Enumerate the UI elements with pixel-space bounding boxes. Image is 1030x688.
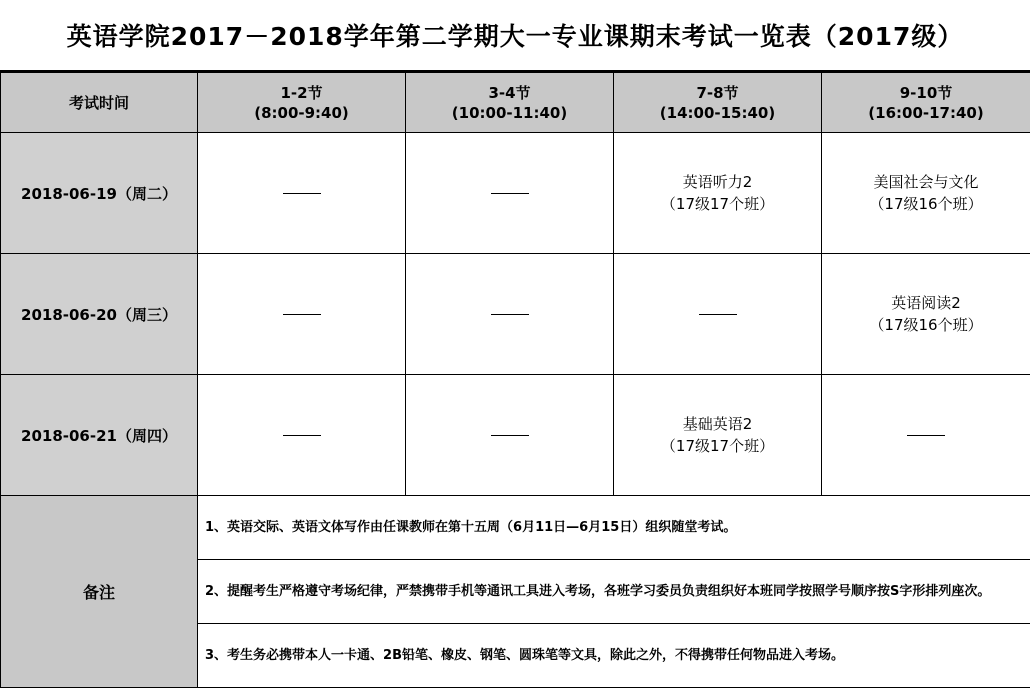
empty-cell — [198, 375, 406, 496]
empty-cell — [198, 133, 406, 254]
slot-header-3 — [614, 73, 822, 133]
dash-mark — [491, 435, 529, 436]
slot-label: 7-8节 — [614, 83, 821, 103]
slot-label: 3-4节 — [406, 83, 613, 103]
notes-row — [1, 496, 1030, 560]
dash-mark — [283, 193, 321, 194]
class-count: （17级16个班） — [822, 193, 1030, 215]
exam-cell — [822, 254, 1030, 375]
empty-cell — [406, 254, 614, 375]
slot-time: (8:00-9:40) — [198, 103, 405, 123]
empty-cell — [822, 375, 1030, 496]
slot-time: (10:00-11:40) — [406, 103, 613, 123]
course-name: 美国社会与文化 — [822, 171, 1030, 193]
slot-header-2 — [406, 73, 614, 133]
empty-cell — [614, 254, 822, 375]
dash-mark — [491, 193, 529, 194]
empty-cell — [198, 254, 406, 375]
dash-mark — [491, 314, 529, 315]
notes-label: 备注 — [1, 496, 198, 688]
course-name: 英语听力2 — [614, 171, 821, 193]
exam-cell — [614, 133, 822, 254]
note-item: 1、英语交际、英语文体写作由任课教师在第十五周（6月11日—6月15日）组织随堂考试。 — [198, 496, 1030, 560]
table-row — [1, 254, 1030, 375]
slot-label: 1-2节 — [198, 83, 405, 103]
table-row — [1, 133, 1030, 254]
date-cell: 2018-06-21（周四） — [1, 375, 198, 496]
empty-cell — [406, 133, 614, 254]
slot-label: 9-10节 — [822, 83, 1030, 103]
dash-mark — [907, 435, 945, 436]
table-row — [1, 375, 1030, 496]
dash-mark — [283, 314, 321, 315]
date-cell: 2018-06-19（周二） — [1, 133, 198, 254]
class-count: （17级16个班） — [822, 314, 1030, 336]
exam-schedule-table — [0, 72, 1030, 688]
date-cell: 2018-06-20（周三） — [1, 254, 198, 375]
slot-header-4 — [822, 73, 1030, 133]
slot-time: (16:00-17:40) — [822, 103, 1030, 123]
course-name: 基础英语2 — [614, 413, 821, 435]
page-title: 英语学院2017－2018学年第二学期大一专业课期末考试一览表（2017级） — [0, 0, 1030, 72]
note-item: 2、提醒考生严格遵守考场纪律，严禁携带手机等通讯工具进入考场，各班学习委员负责组织好本班同学按照学号顺序按S字形排列座次。 — [198, 560, 1030, 624]
empty-cell — [406, 375, 614, 496]
dash-mark — [283, 435, 321, 436]
time-header: 考试时间 — [1, 73, 198, 133]
slot-header-1 — [198, 73, 406, 133]
slot-time: (14:00-15:40) — [614, 103, 821, 123]
course-name: 英语阅读2 — [822, 292, 1030, 314]
dash-mark — [699, 314, 737, 315]
note-item: 3、考生务必携带本人一卡通、2B铅笔、橡皮、钢笔、圆珠笔等文具，除此之外，不得携带任何物品进入考场。 — [198, 624, 1030, 688]
header-row — [1, 73, 1030, 133]
class-count: （17级17个班） — [614, 435, 821, 457]
exam-cell — [614, 375, 822, 496]
exam-cell — [822, 133, 1030, 254]
class-count: （17级17个班） — [614, 193, 821, 215]
